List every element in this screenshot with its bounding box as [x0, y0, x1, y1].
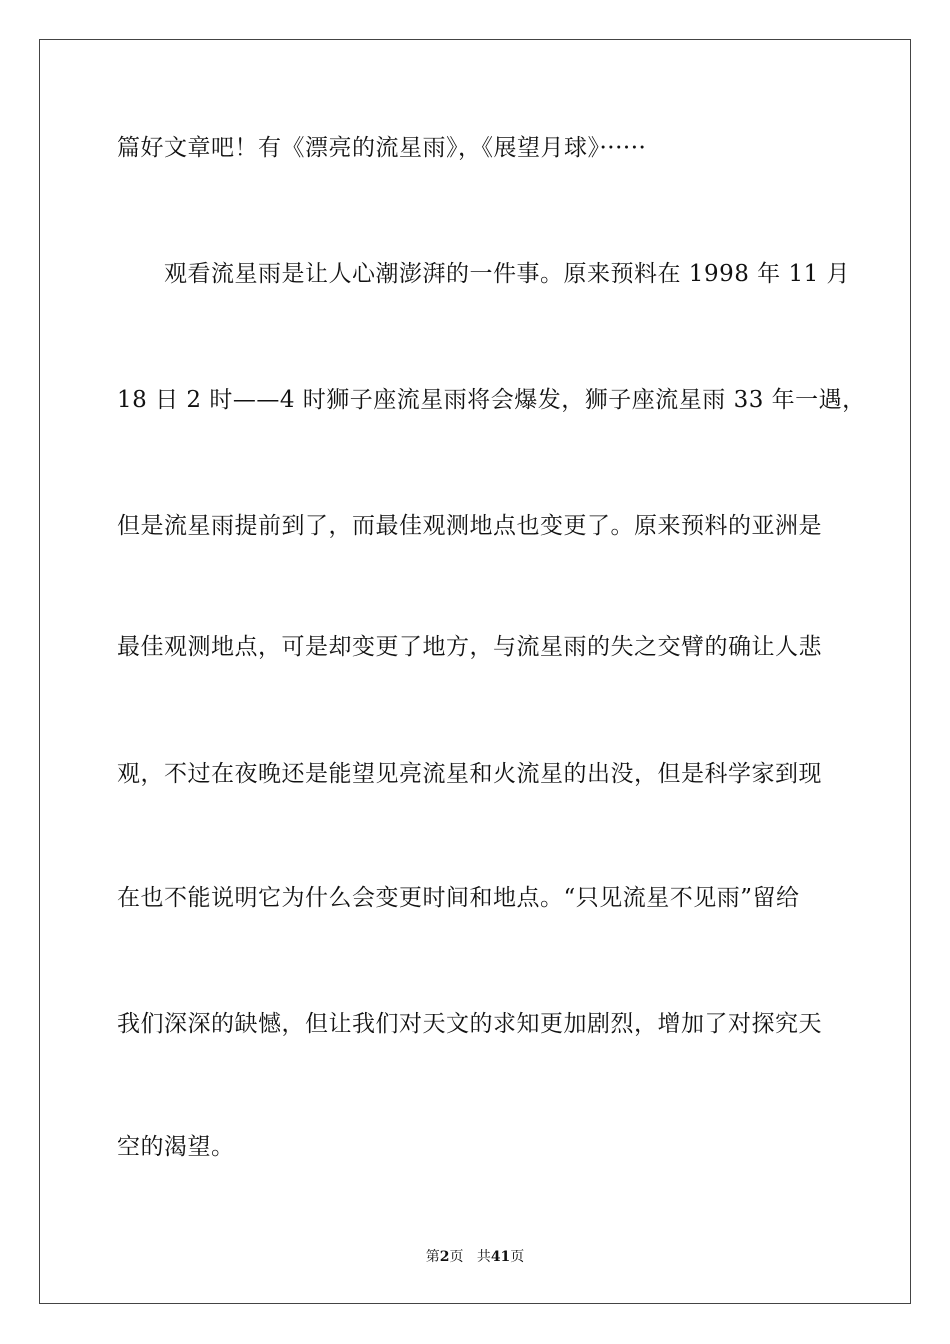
text-line-5: 最佳观测地点，可是却变更了地方，与流星雨的失之交臂的确让人悲 — [117, 634, 822, 660]
page-number: 2 — [439, 1249, 450, 1265]
text-line-1: 篇好文章吧！有《漂亮的流星雨》，《展望月球》······ — [117, 135, 647, 161]
total-pages: 41 — [490, 1249, 511, 1265]
text-line-3: 18 日 2 时——4 时狮子座流星雨将会爆发，狮子座流星雨 33 年一遇， — [117, 387, 866, 413]
page-suffix: 页 — [449, 1249, 464, 1265]
text-line-4: 但是流星雨提前到了，而最佳观测地点也变更了。原来预料的亚洲是 — [117, 513, 822, 539]
page-border — [39, 39, 911, 1304]
text-line-2: 观看流星雨是让人心潮澎湃的一件事。原来预料在 1998 年 11 月 — [117, 261, 851, 287]
page-footer — [0, 1248, 950, 1266]
total-suffix: 页 — [510, 1249, 525, 1265]
text-line-7: 在也不能说明它为什么会变更时间和地点。“只见流星不见雨”留给 — [117, 885, 800, 911]
page-prefix: 第 — [425, 1249, 440, 1265]
text-line-8: 我们深深的缺憾，但让我们对天文的求知更加剧烈，增加了对探究天 — [117, 1011, 822, 1037]
text-line-9: 空的渴望。 — [117, 1134, 235, 1160]
total-prefix: 共 — [476, 1249, 491, 1265]
text-line-6: 观，不过在夜晚还是能望见亮流星和火流星的出没，但是科学家到现 — [117, 761, 822, 787]
